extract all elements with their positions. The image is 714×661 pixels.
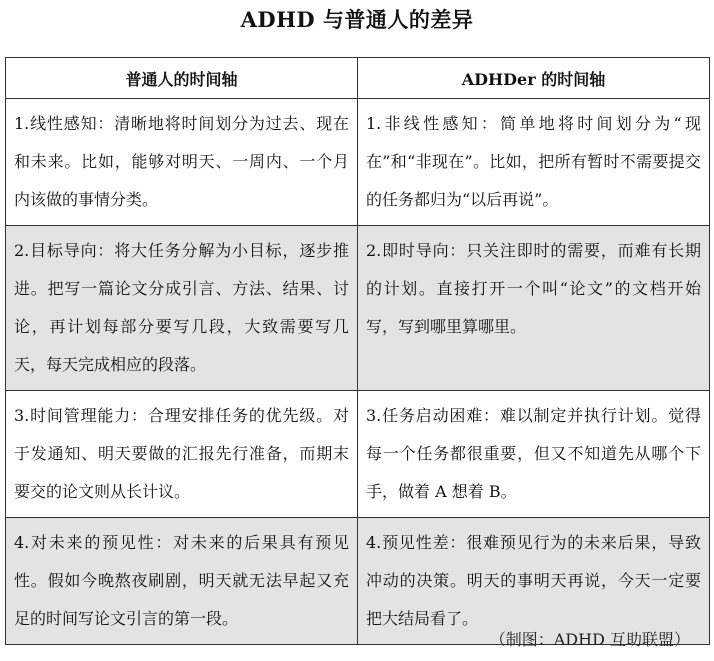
header-adhd-timeline: ADHDer 的时间轴 <box>358 58 710 99</box>
normal-cell: 3.时间管理能力：合理安排任务的优先级。对于发通知、明天要做的汇报先行准备，而期末要交的论文则从长计议。 <box>6 391 358 518</box>
adhd-cell: 3.任务启动困难：难以制定并执行计划。觉得每一个任务都很重要，但又不知道先从哪个下手，做着 A 想着 B。 <box>358 391 710 518</box>
adhd-cell: 1.非线性感知：简单地将时间划分为“现在”和“非现在”。比如，把所有暂时不需要提交的任务都归为“以后再说”。 <box>358 99 710 226</box>
header-normal-timeline: 普通人的时间轴 <box>6 58 358 99</box>
normal-cell: 2.目标导向：将大任务分解为小目标，逐步推进。把写一篇论文分成引言、方法、结果、讨论，再计划每部分要写几段，大致需要写几天，每天完成相应的段落。 <box>6 226 358 391</box>
normal-cell: 4.对未来的预见性：对未来的后果具有预见性。假如今晚熬夜刷剧，明天就无法早起又充足的时间写论文引言的第一段。 <box>6 518 358 645</box>
figure-caption: （制图：ADHD 互助联盟） <box>489 630 690 649</box>
table-row <box>6 99 710 226</box>
comparison-table <box>5 57 710 645</box>
table-header-row <box>6 58 710 99</box>
adhd-cell: 2.即时导向：只关注即时的需要，而难有长期的计划。直接打开一个叫“论文”的文档开始写，写到哪里算哪里。 <box>358 226 710 391</box>
table-row <box>6 226 710 391</box>
normal-cell: 1.线性感知：清晰地将时间划分为过去、现在和未来。比如，能够对明天、一周内、一个月内该做的事情分类。 <box>6 99 358 226</box>
adhd-cell: 4.预见性差：很难预见行为的未来后果，导致冲动的决策。明天的事明天再说，今天一定要把大结局看了。 <box>358 518 710 645</box>
page-title: ADHD 与普通人的差异 <box>240 7 474 32</box>
table-row <box>6 391 710 518</box>
table-row <box>6 518 710 645</box>
